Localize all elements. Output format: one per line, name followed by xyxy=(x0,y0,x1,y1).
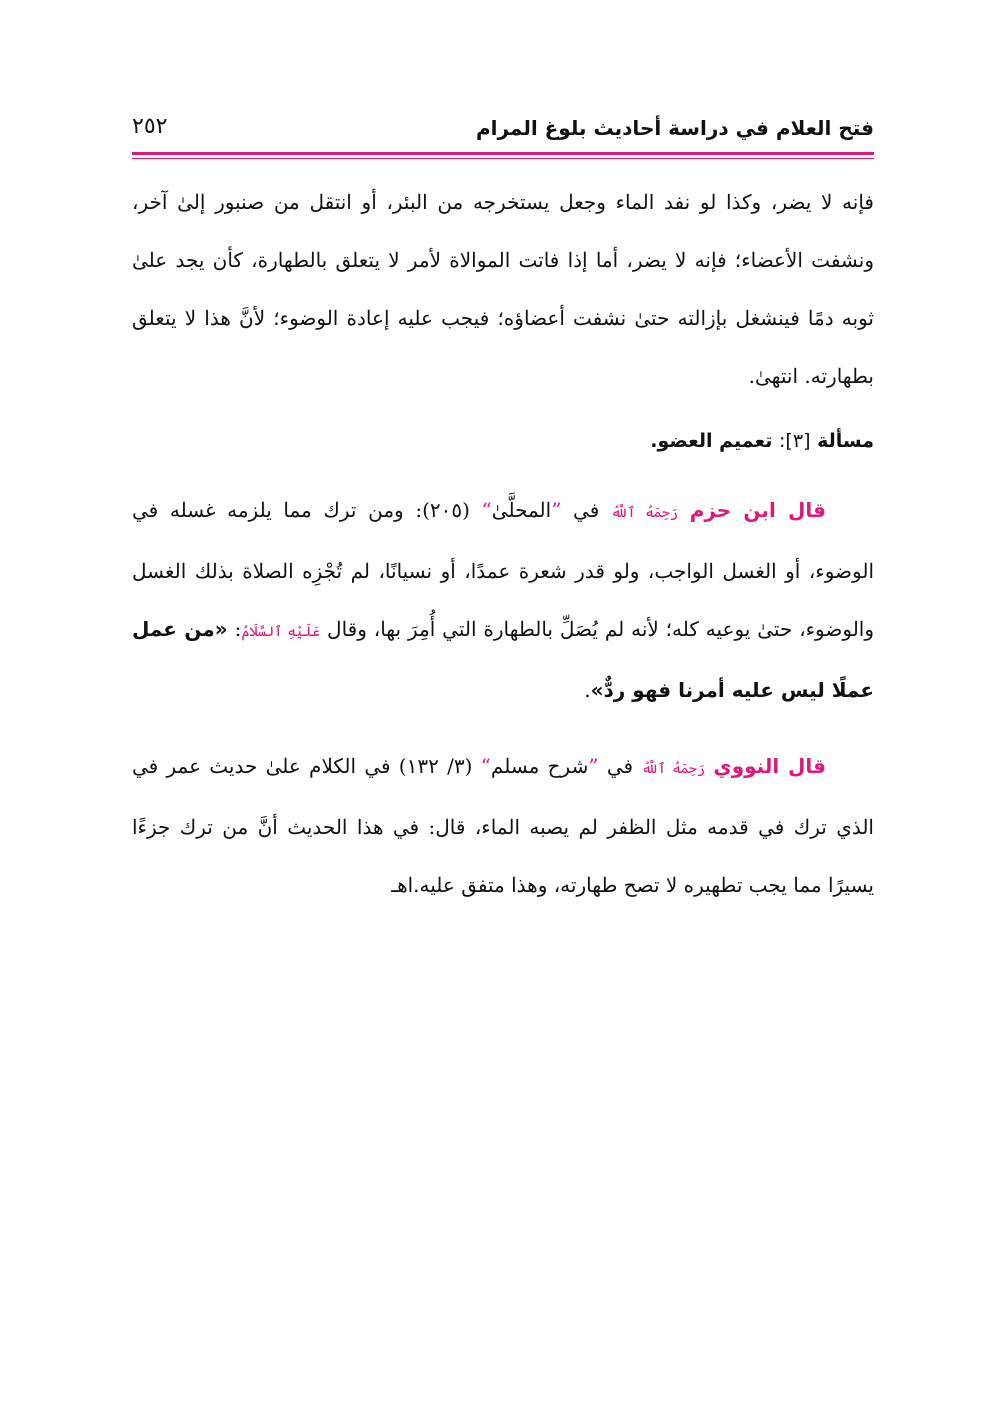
open-quote: ” xyxy=(551,498,562,522)
connector-text: في xyxy=(598,754,642,778)
spacer xyxy=(132,463,874,481)
book-name: شرح مسلم xyxy=(490,754,589,778)
book-name: المحلَّىٰ xyxy=(491,498,552,522)
spacer xyxy=(132,719,874,737)
sentence-end: . xyxy=(584,678,591,702)
page-number: ٢٥٢ xyxy=(132,114,168,139)
scholar-name: قال النووي xyxy=(713,754,827,778)
paragraph-continuation: فإنه لا يضر، وكذا لو نفد الماء وجعل يستخرجه من البئر، أو انتقل من صنبور إلىٰ آخر، ونشفت الأعضاء؛ فإنه لا يضر، أما إذا فاتت الموالاة لأمر لا يتعلق بالطهارة، كأن يجد علىٰ ثوبه دمًا فينشغل بإزالته حتىٰ نشفت أعضاؤه؛ فيجب عليه إعادة الوضوء؛ لأنَّ هذا لا يتعلق بطهارته. انتهىٰ. xyxy=(132,190,874,388)
issue-label: مسألة xyxy=(817,430,874,452)
book-page xyxy=(132,108,874,914)
paragraph-nawawi xyxy=(132,737,874,914)
scholar-name: قال ابن حزم xyxy=(689,498,826,522)
header-rule-thin xyxy=(132,158,874,159)
close-quote: “ xyxy=(480,754,491,778)
paragraph-text: (٢٠٥): ومن ترك مما يلزمه غسله في الوضوء، أو الغسل الواجب، ولو قدر شعرة عمدًا، أو نسيانًا، لم تُجْزِه الصلاة بذلك الغسل والوضوء، حتىٰ يوعيه كله؛ لأنه لم يُصَلِّ بالطهارة التي أُمِرَ بها، وقال xyxy=(132,498,875,641)
running-header xyxy=(132,108,874,148)
hadith-quote: «من عمل عملًا ليس عليه أمرنا فهو ردٌّ» xyxy=(132,617,874,702)
close-quote: “ xyxy=(481,498,492,522)
prophet-honorific: عَلَيْهِ ٱلسَّلَامُ xyxy=(241,624,321,640)
body-text xyxy=(132,173,874,914)
issue-number: [٣]: xyxy=(779,430,811,452)
honorific: رَحِمَهُ ٱللَّهُ xyxy=(641,761,706,777)
connector-text: في xyxy=(561,498,611,522)
paragraph-text: (٣/ ١٣٢) في الكلام علىٰ حديث عمر في الذي ترك في قدمه مثل الظفر لم يصبه الماء، قال: في هذا الحديث أنَّ من ترك جزءًا يسيرًا مما يجب تطهيره لا تصح طهارته، وهذا متفق عليه.اهـ xyxy=(132,754,874,897)
issue-heading xyxy=(132,419,874,463)
colon: : xyxy=(227,617,242,641)
paragraph-ibn-hazm xyxy=(132,481,874,719)
issue-title: تعميم العضو. xyxy=(650,430,773,452)
open-quote: ” xyxy=(588,754,599,778)
header-rule-thick xyxy=(132,152,874,155)
book-title: فتح العلام في دراسة أحاديث بلوغ المرام xyxy=(475,116,874,140)
honorific: رَحِمَهُ ٱللَّهُ xyxy=(610,505,679,521)
